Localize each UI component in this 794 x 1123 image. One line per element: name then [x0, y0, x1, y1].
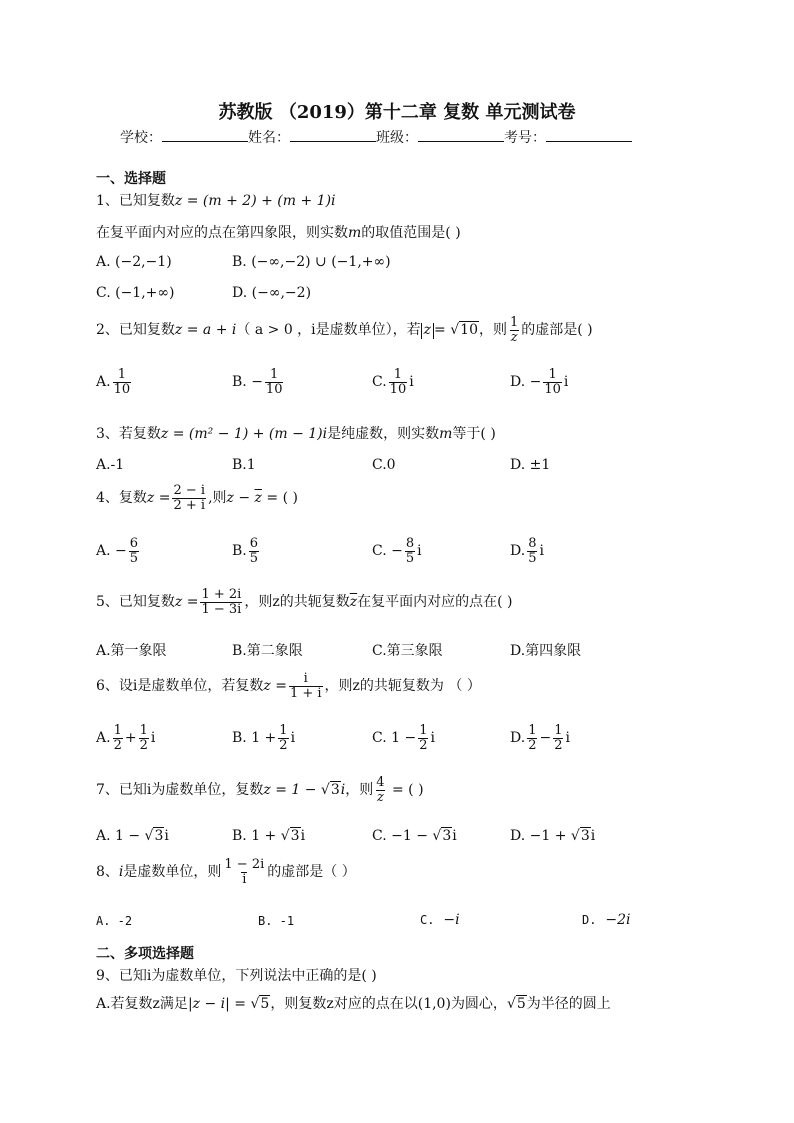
q1-text-b: 在复平面内对应的点在第四象限，则实数: [96, 225, 348, 241]
q7-c-b: i: [452, 828, 457, 844]
q6-c-prefix: C. 1 −: [372, 730, 417, 747]
q2-text: 2、已知复数: [96, 322, 175, 339]
q6-fraction: [289, 672, 323, 700]
q2-option-c[interactable]: [372, 368, 414, 396]
q6-b-prefix: B. 1 +: [232, 730, 277, 747]
q2-c-suffix: i: [409, 374, 414, 391]
q6-a-n2: 1: [139, 723, 148, 738]
question-4-stem: [96, 484, 298, 512]
q6-frac-num: i: [303, 671, 308, 686]
q7-fraction: [375, 776, 385, 804]
q8-frac-den: i: [242, 871, 247, 887]
q6-option-a[interactable]: [96, 724, 155, 752]
q6-a-prefix: A.: [96, 730, 111, 747]
q6-a-mid: +: [124, 730, 137, 747]
q5-zbar: $\overline{z}$: [349, 594, 358, 611]
q7-b-b: i: [300, 828, 306, 844]
q8-d-val: −2i: [605, 912, 631, 928]
q1-option-b[interactable]: B. (−∞,−2) ∪ (−1,+∞): [232, 254, 391, 270]
q2-b-num: 1: [270, 367, 279, 382]
q4-d-suffix: i: [539, 543, 544, 560]
question-7-stem: [96, 776, 424, 804]
q4-frac-den: 2 + i: [173, 497, 206, 513]
q7-formula-a: z = 1 − √: [263, 782, 330, 799]
q2-fraction: [509, 316, 519, 344]
q8-i-var: i: [118, 864, 124, 881]
q6-b-num: 1: [279, 723, 288, 738]
q9-a-r: √: [506, 996, 516, 1012]
q9-a-abs: |z − i| = √: [187, 996, 260, 1012]
q4-b-num: 6: [249, 536, 259, 551]
q1-option-c[interactable]: C. (−1,+∞): [96, 285, 175, 301]
q2-a-num: 1: [117, 367, 126, 382]
q9-option-a[interactable]: [96, 993, 611, 1013]
q8-option-d[interactable]: [582, 912, 630, 928]
q4-zbar: $\overline{z}$: [254, 490, 262, 507]
q9-a-rrad: 5: [516, 996, 526, 1012]
q1-option-a[interactable]: A. (−2,−1): [96, 254, 172, 270]
q5-z-eq: z =: [174, 594, 199, 611]
q9-a-b: ，则复数z对应的点在以: [270, 996, 418, 1012]
q7-option-a[interactable]: [96, 828, 169, 844]
q8-option-a[interactable]: A. -2: [96, 914, 133, 928]
q6-d-d1: 2: [528, 737, 537, 753]
q7-b-a: B. 1 + √: [232, 828, 290, 844]
q4-text: 4、复数: [96, 490, 147, 507]
q7-option-c[interactable]: [372, 828, 457, 844]
q7-b-rad: 3: [290, 828, 300, 844]
q3-text-b: 是纯虚数，则实数: [327, 426, 440, 442]
q7-text: 7、已知i为虚数单位，复数: [96, 782, 264, 799]
name-blank: [290, 129, 376, 142]
q4-option-b[interactable]: [232, 537, 261, 565]
q2-a-prefix: A.: [96, 374, 111, 391]
q4-option-a[interactable]: [96, 537, 141, 565]
q2-c-num: 1: [393, 367, 403, 382]
q2-d-num: 1: [548, 367, 557, 382]
q2-option-d[interactable]: [510, 368, 568, 396]
q1-var: m: [348, 225, 362, 241]
q8-option-c[interactable]: [420, 912, 460, 928]
q7-d-rad: 3: [580, 828, 590, 844]
question-1-stem: [96, 190, 336, 210]
q2-text-b: ，则: [478, 322, 507, 339]
q4-text-c: = ( ): [261, 490, 298, 507]
q2-cond: （ a > 0 ，i是虚数单位），若: [236, 322, 421, 339]
q1-text: 1、已知复数: [96, 193, 175, 209]
q4-expr: z −: [226, 490, 255, 507]
section-heading-single-choice: 一、选择题: [96, 171, 166, 187]
q2-option-a[interactable]: [96, 368, 133, 396]
q7-frac-num: 4: [376, 775, 385, 790]
q9-a-a: A.若复数z满足: [96, 996, 188, 1012]
q3-text-c: 等于( ): [452, 426, 496, 442]
q7-d-a: D. −1 + √: [510, 828, 580, 844]
q4-a-den: 5: [129, 550, 139, 566]
question-3-stem: [96, 423, 496, 443]
q1-formula: z = (m + 2) + (m + 1)i: [174, 193, 336, 209]
q6-c-suffix: i: [430, 730, 435, 747]
q3-option-c[interactable]: C.0: [372, 457, 396, 473]
name-label: 姓名：: [248, 130, 290, 146]
q2-abs-var: z: [423, 322, 432, 339]
q4-a-prefix: A. −: [96, 543, 127, 560]
q5-text-c: 在复平面内对应的点在( ): [357, 594, 513, 611]
q2-a-den: 10: [113, 381, 131, 397]
q6-option-c[interactable]: [372, 724, 435, 752]
q8-c-prefix: C.: [420, 913, 435, 927]
q4-d-num: 8: [528, 536, 537, 551]
q6-a-d2: 2: [139, 737, 148, 753]
q4-fraction: [172, 484, 206, 512]
q8-fraction: [223, 858, 265, 886]
question-9-stem: 9、已知i为虚数单位，下列说法中正确的是( ): [96, 968, 377, 984]
q4-d-prefix: D.: [510, 543, 526, 560]
q6-d-n2: 1: [554, 723, 563, 738]
q8-text: 8、: [96, 864, 119, 881]
question-8-stem: [96, 858, 356, 886]
q6-c-den: 2: [419, 737, 428, 753]
q3-option-d[interactable]: D. ±1: [510, 457, 551, 473]
q5-frac-num: 1 + 2i: [201, 587, 242, 602]
q5-text: 5、已知复数: [96, 594, 175, 611]
q6-b-suffix: i: [290, 730, 296, 747]
q2-d-prefix: D. −: [510, 374, 542, 391]
q6-d-mid: −: [539, 730, 552, 747]
question-1-stem-cont: [96, 222, 461, 242]
q8-frac-num: 1 − 2i: [224, 857, 265, 872]
q4-text-b: ,则: [208, 490, 227, 507]
class-blank: [418, 129, 504, 142]
q2-option-b[interactable]: [232, 368, 285, 396]
student-info-line: [120, 127, 632, 147]
q2-b-den: 10: [265, 381, 283, 397]
q7-a-a: A. 1 − √: [96, 828, 154, 844]
q8-option-b[interactable]: B. -1: [258, 914, 295, 928]
q9-a-rad: 5: [260, 996, 270, 1012]
q6-a-d1: 2: [113, 737, 122, 753]
q2-d-suffix: i: [563, 374, 569, 391]
q6-text: 6、设i是虚数单位，若复数: [96, 678, 264, 695]
q6-option-b[interactable]: [232, 724, 295, 752]
class-label: 班级：: [376, 130, 418, 146]
q8-c-val: −i: [443, 912, 460, 928]
q4-b-den: 5: [249, 550, 259, 566]
q4-c-suffix: i: [417, 543, 422, 560]
q2-c-prefix: C.: [372, 374, 387, 391]
q3-option-a[interactable]: A.-1: [96, 457, 125, 473]
q2-formula: z = a + i: [174, 322, 237, 339]
q5-text-b: ，则z的共轭复数: [244, 594, 350, 611]
exam-no-blank: [546, 129, 632, 142]
q2-frac-num: 1: [509, 315, 519, 330]
school-label: 学校：: [120, 130, 162, 146]
q7-c-a: C. −1 − √: [372, 828, 442, 844]
q4-option-c[interactable]: [372, 537, 422, 565]
q7-frac-den: z: [376, 789, 384, 805]
q2-sqrt: = √: [434, 322, 460, 339]
q7-text-b: ，则: [345, 782, 374, 799]
q4-c-num: 8: [405, 536, 415, 551]
q3-formula: z = (m² − 1) + (m − 1)i: [160, 426, 328, 442]
school-blank: [162, 129, 248, 142]
q7-c-rad: 3: [442, 828, 452, 844]
q4-d-den: 5: [528, 550, 537, 566]
question-5-stem: [96, 588, 513, 616]
q6-d-prefix: D.: [510, 730, 526, 747]
q6-c-num: 1: [419, 723, 428, 738]
q5-frac-den: 1 − 3i: [201, 601, 242, 617]
q7-text-c: = ( ): [387, 782, 424, 799]
q4-a-num: 6: [129, 536, 139, 551]
q2-b-prefix: B. −: [232, 374, 263, 391]
q7-a-b: i: [164, 828, 169, 844]
q2-abs-z: [421, 323, 434, 338]
q8-text-b: 是虚数单位，则: [123, 864, 222, 881]
q5-option-d[interactable]: D.第四象限: [510, 643, 582, 659]
q8-text-c: 的虚部是（ ）: [267, 864, 356, 881]
q2-text-c: 的虚部是( ): [521, 322, 593, 339]
q8-d-prefix: D.: [582, 913, 597, 927]
q6-d-suffix: i: [565, 730, 570, 747]
q9-a-d: 为半径的圆上: [526, 996, 611, 1012]
q3-text: 3、若复数: [96, 426, 161, 442]
q1-text-c: 的取值范围是( ): [361, 225, 461, 241]
q7-a-rad: 3: [154, 828, 164, 844]
q5-option-b[interactable]: B.第二象限: [232, 643, 303, 659]
q4-frac-num: 2 − i: [173, 483, 206, 498]
q7-formula-b: i: [340, 782, 346, 799]
q6-z-eq: z =: [263, 678, 287, 695]
q3-var: m: [439, 426, 453, 442]
question-6-stem: [96, 672, 481, 700]
q9-a-c: 为圆心，: [450, 996, 507, 1012]
q4-c-prefix: C. −: [372, 543, 403, 560]
q4-c-den: 5: [405, 550, 415, 566]
q6-d-d2: 2: [554, 737, 563, 753]
q4-b-prefix: B.: [232, 543, 247, 560]
q5-option-a[interactable]: A.第一象限: [96, 643, 167, 659]
q2-radicand: 10: [460, 322, 478, 339]
q2-frac-den: z: [510, 329, 518, 345]
q7-d-b: i: [590, 828, 596, 844]
q7-option-b[interactable]: [232, 828, 305, 844]
q1-option-d[interactable]: D. (−∞,−2): [232, 285, 312, 301]
q7-radicand: 3: [330, 782, 340, 799]
q6-b-den: 2: [279, 737, 288, 753]
q2-c-den: 10: [389, 381, 407, 397]
q6-a-n1: 1: [113, 723, 122, 738]
q5-fraction: [200, 588, 242, 616]
q2-d-den: 10: [544, 381, 561, 397]
q6-frac-den: 1 + i: [289, 685, 322, 701]
question-2-stem: [96, 316, 593, 344]
q3-option-b[interactable]: B.1: [232, 457, 256, 473]
q7-option-d[interactable]: [510, 828, 595, 844]
q4-option-d[interactable]: [510, 537, 544, 565]
q6-option-d[interactable]: [510, 724, 570, 752]
q4-z-eq: z =: [146, 490, 171, 507]
q6-text-b: ，则z的共轭复数为 （ ）: [324, 678, 481, 695]
q9-a-pt: (1,0): [417, 996, 451, 1012]
q6-d-n1: 1: [528, 723, 537, 738]
q5-option-c[interactable]: C.第三象限: [372, 643, 443, 659]
exam-no-label: 考号：: [504, 130, 546, 146]
section-heading-multiple-choice: 二、多项选择题: [96, 946, 194, 962]
q6-a-suffix: i: [150, 730, 156, 747]
page-title: 苏教版 （2019）第十二章 复数 单元测试卷: [218, 102, 576, 123]
